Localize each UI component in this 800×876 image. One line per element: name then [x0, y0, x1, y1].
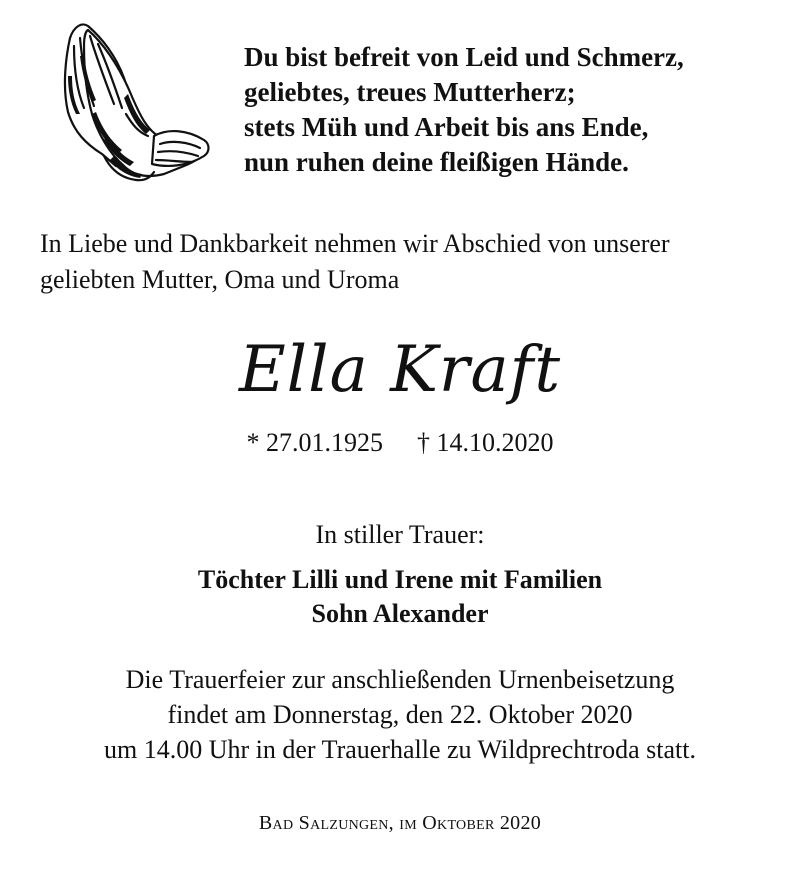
- verse-line: stets Müh und Arbeit bis ans Ende,: [244, 112, 649, 142]
- praying-hands-icon: [44, 16, 214, 186]
- mourning-label: In stiller Trauer:: [315, 520, 485, 549]
- life-dates: [0, 426, 800, 460]
- funeral-service-info: [0, 662, 800, 767]
- deceased-name: Ella Kraft: [238, 333, 562, 407]
- memorial-verse: [244, 40, 784, 180]
- place-and-date: Bad Salzungen, im Oktober 2020: [258, 812, 542, 834]
- verse-line: nun ruhen deine fleißigen Hände.: [244, 147, 629, 177]
- verse-line: geliebtes, treues Mutterherz;: [244, 77, 576, 107]
- service-line: findet am Donnerstag, den 22. Oktober 2020: [167, 700, 633, 729]
- mourner-line: Töchter Lilli und Irene mit Familien: [197, 565, 603, 594]
- birth-date: * 27.01.1925: [246, 428, 383, 457]
- service-line: um 14.00 Uhr in der Trauerhalle zu Wildprechtroda statt.: [103, 735, 696, 764]
- intro-line: geliebten Mutter, Oma und Uroma: [40, 265, 400, 294]
- intro-text: [40, 226, 770, 298]
- mourner-line: Sohn Alexander: [311, 599, 489, 628]
- mourners-list: [0, 563, 800, 631]
- death-date: † 14.10.2020: [417, 428, 554, 457]
- service-line: Die Trauerfeier zur anschließenden Urnenbeisetzung: [125, 665, 675, 694]
- verse-line: Du bist befreit von Leid und Schmerz,: [244, 42, 684, 72]
- intro-line: In Liebe und Dankbarkeit nehmen wir Abschied von unserer: [40, 229, 670, 258]
